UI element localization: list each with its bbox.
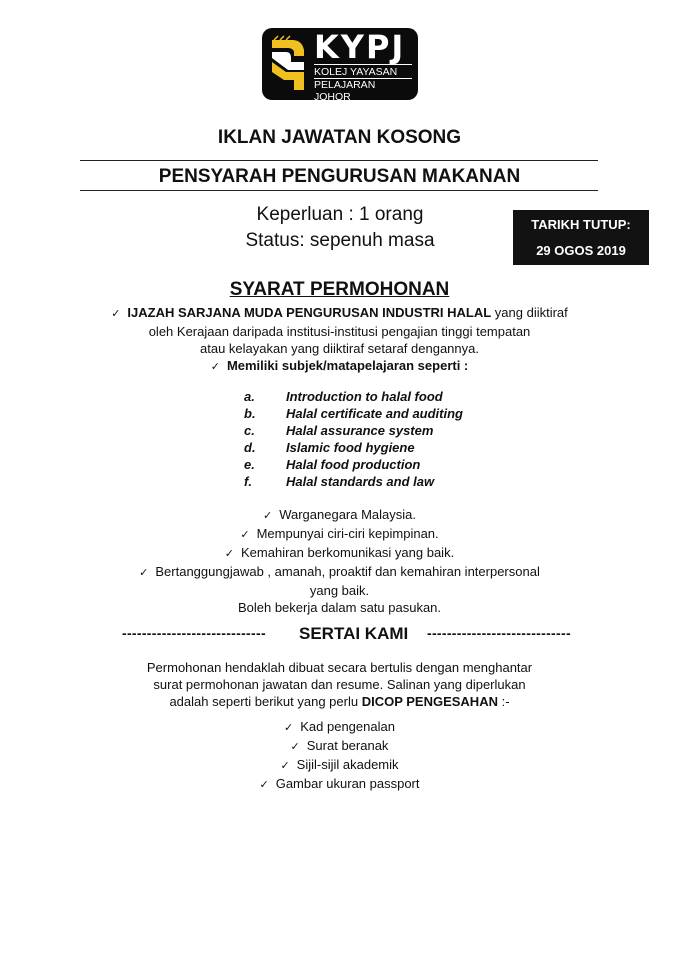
req-leadership: Mempunyai ciri-ciri kepimpinan. [256, 526, 439, 541]
degree-requirement: ✓ IJAZAH SARJANA MUDA PENGURUSAN INDUSTRI HALAL yang diiktiraf oleh Kerajaan daripada institusi-institusi pengajian tinggi tempatan atau kelayakan yang diiktiraf setaraf dengannya. ✓ Memiliki subjek/matapelajaran seperti : [111, 305, 568, 373]
check-icon: ✓ [259, 779, 269, 791]
subject-item [244, 405, 463, 422]
subject-item [244, 422, 463, 439]
subject-letter: e. [244, 457, 255, 472]
closing-date-label: TARIKH TUTUP: [531, 217, 631, 232]
join-us-title: SERTAI KAMI [299, 624, 409, 643]
req-citizen: Warganegara Malaysia. [279, 507, 417, 522]
doc-certificates: Sijil-sijil akademik [296, 757, 399, 772]
join-us-heading [0, 625, 679, 645]
closing-date-box [513, 210, 649, 265]
employment-status: Status: sepenuh masa [245, 230, 435, 251]
req-communication: Kemahiran berkomunikasi yang baik. [241, 545, 455, 560]
subject-item [244, 388, 463, 405]
check-icon: ✓ [139, 567, 149, 579]
doc-ic: Kad pengenalan [300, 719, 395, 734]
check-icon: ✓ [290, 741, 300, 753]
check-icon: ✓ [240, 529, 250, 541]
req-teamwork: Boleh bekerja dalam satu pasukan. [237, 600, 442, 615]
subject-text: Halal food production [286, 457, 421, 472]
subject-letter: d. [244, 440, 256, 455]
doc-photo: Gambar ukuran passport [275, 776, 420, 791]
dashes-right: ----------------------------- [427, 625, 571, 641]
logo-line-1: KOLEJ YAYASAN [314, 64, 412, 78]
subject-letter: c. [244, 423, 255, 438]
subject-list [244, 388, 463, 490]
subject-item [244, 439, 463, 456]
logo-line-2: PELAJARAN JOHOR [314, 78, 412, 103]
position-title: PENSYARAH PENGURUSAN MAKANAN [158, 166, 521, 187]
divider-top [80, 160, 598, 161]
req-responsibility: Bertanggungjawab , amanah, proaktif dan kemahiran interpersonal [155, 564, 540, 579]
kypj-logo [262, 28, 418, 103]
application-instructions: Permohonan hendaklah dibuat secara bertulis dengan menghantar surat permohonan jawatan dan resume. Salinan yang diperlukan adalah seperti berikut yang perlu DICOP PENGESAHAN :- [146, 660, 533, 709]
subject-item [244, 456, 463, 473]
logo-name: KYPJ [314, 28, 406, 66]
subject-text: Introduction to halal food [286, 389, 443, 404]
ad-title: IKLAN JAWATAN KOSONG [217, 127, 462, 148]
divider-bottom [80, 190, 598, 191]
subject-text: Islamic food hygiene [286, 440, 415, 455]
check-icon: ✓ [111, 308, 121, 320]
subject-text: Halal certificate and auditing [286, 406, 463, 421]
subject-text: Halal standards and law [286, 474, 435, 489]
document-list [0, 718, 679, 794]
subject-letter: a. [244, 389, 255, 404]
closing-date-value: 29 OGOS 2019 [536, 243, 626, 258]
other-requirements: ✓ Warganegara Malaysia. ✓ Mempunyai ciri-ciri kepimpinan. ✓ Kemahiran berkomunikasi yang baik. ✓ Bertanggungjawab , amanah, proaktif dan kemahiran interpersonal yang baik. Boleh bekerja dalam satu pasukan. [0, 506, 679, 616]
subjects-intro: Memiliki subjek/matapelajaran seperti : [226, 358, 469, 373]
check-icon: ✓ [210, 361, 220, 373]
dashes-left: ----------------------------- [122, 625, 266, 641]
subject-text: Halal assurance system [286, 423, 434, 438]
stamp-note: DICOP PENGESAHAN [361, 694, 498, 709]
vacancy-count: Keperluan : 1 orang [256, 204, 424, 225]
check-icon: ✓ [284, 722, 294, 734]
requirement-block [200, 202, 480, 254]
subject-letter: f. [244, 474, 252, 489]
check-icon: ✓ [280, 760, 290, 772]
subject-item [244, 473, 463, 490]
subject-letter: b. [244, 406, 256, 421]
doc-birth-cert: Surat beranak [306, 738, 389, 753]
degree-name: IJAZAH SARJANA MUDA PENGURUSAN INDUSTRI HALAL [127, 305, 492, 320]
check-icon: ✓ [224, 548, 235, 560]
requirements-heading: SYARAT PERMOHONAN [229, 279, 450, 300]
check-icon: ✓ [262, 510, 273, 522]
logo-mark-icon [268, 34, 308, 94]
